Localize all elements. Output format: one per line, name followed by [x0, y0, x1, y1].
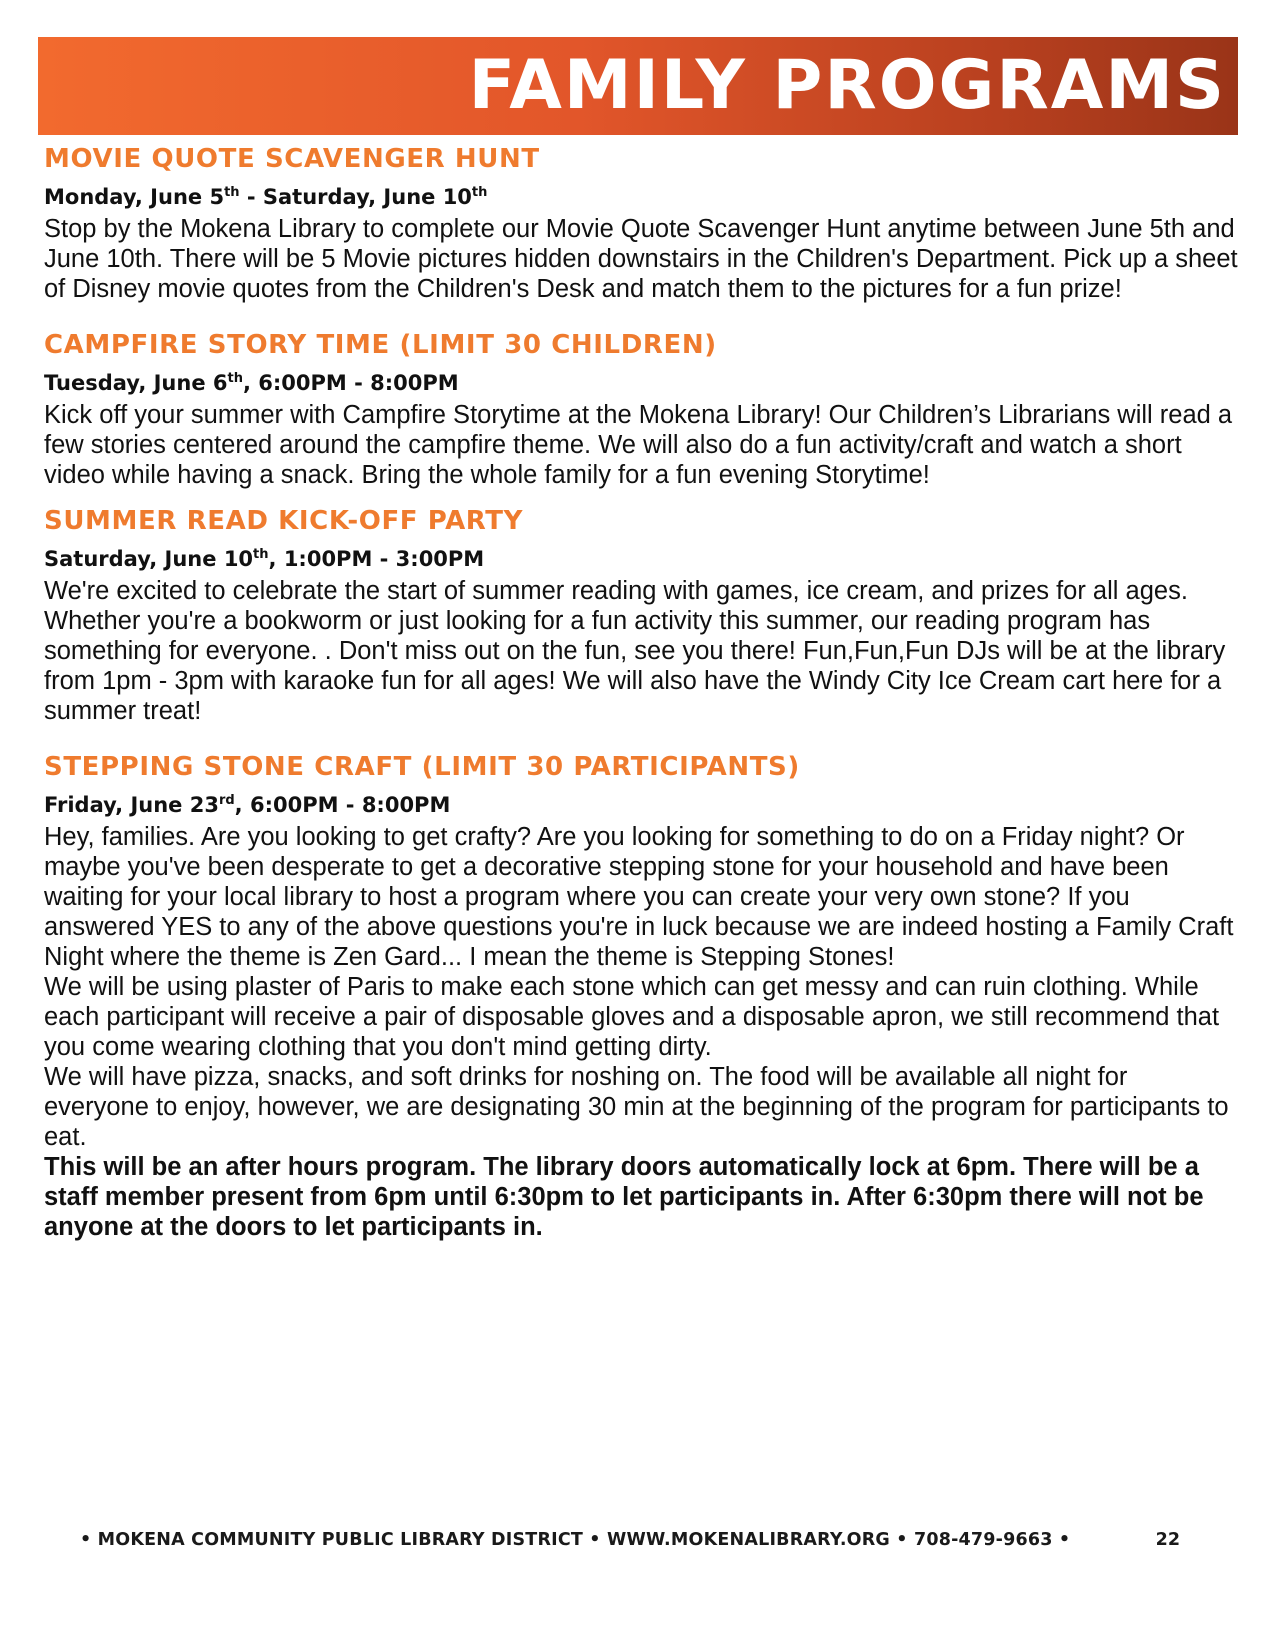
program-description: Kick off your summer with Campfire Storytime at the Mokena Library! Our Children’s Librarians will read a few stories centered around the campfire theme. We will also do a fun activity/craft and watch a short video while having a snack. Bring the whole family for a fun evening Storytime!	[44, 401, 1233, 489]
page-footer	[80, 1530, 1180, 1560]
program-description: We will have pizza, snacks, and soft drinks for noshing on. The food will be available all night for everyone to enjoy, however, we are designating 30 min at the beginning of the program for participants to eat.	[44, 1063, 1229, 1151]
program-description: We're excited to celebrate the start of summer reading with games, ice cream, and prizes for all ages. Whether you're a bookworm or just looking for a fun activity this summer, our reading program has something for everyone. . Don't miss out on the fun, see you there! Fun,Fun,Fun DJs will be at the library from 1pm - 3pm with karaoke fun for all ages! We will also have the Windy City Ice Cream cart here for a summer treat!	[44, 577, 1226, 725]
program-stepping-stone-craft	[44, 748, 1239, 1242]
page-title: FAMILY PROGRAMS	[468, 46, 1226, 125]
page-number: 22	[1155, 1530, 1180, 1550]
program-description: Hey, families. Are you looking to get crafty? Are you looking for something to do on a Friday night? Or maybe you've been desperate to get a decorative stepping stone for your household and have been waiting for your local library to host a program where you can create your very own stone? If you answered YES to any of the above questions you're in luck because we are indeed hosting a Family Craft Night where the theme is Zen Gard... I mean the theme is Stepping Stones!	[44, 823, 1234, 971]
program-notice: This will be an after hours program. The library doors automatically lock at 6pm. There will be a staff member present from 6pm until 6:30pm to let participants in. After 6:30pm there will not be anyone at the doors to let participants in.	[44, 1153, 1204, 1241]
program-movie-quote	[44, 140, 1239, 304]
footer-contact-line: • MOKENA COMMUNITY PUBLIC LIBRARY DISTRICT • WWW.MOKENALIBRARY.ORG • 708-479-9663 •	[80, 1530, 1071, 1550]
program-date: Saturday, June 10th, 1:00PM - 3:00PM	[44, 547, 485, 571]
program-list	[44, 140, 1239, 1242]
program-summer-read-party	[44, 502, 1239, 726]
program-title: STEPPING STONE CRAFT (LIMIT 30 PARTICIPANTS)	[44, 752, 800, 782]
program-campfire-story-time	[44, 326, 1239, 490]
program-description: Stop by the Mokena Library to complete our Movie Quote Scavenger Hunt anytime between June 5th and June 10th. There will be 5 Movie pictures hidden downstairs in the Children's Department. Pick up a sheet of Disney movie quotes from the Children's Desk and match them to the pictures for a fun prize!	[44, 215, 1238, 303]
program-date: Monday, June 5th - Saturday, June 10th	[44, 185, 488, 209]
program-title: SUMMER READ KICK-OFF PARTY	[44, 506, 524, 536]
program-title: MOVIE QUOTE SCAVENGER HUNT	[44, 144, 540, 174]
program-description: We will be using plaster of Paris to make each stone which can get messy and can ruin clothing. While each participant will receive a pair of disposable gloves and a disposable apron, we still recommend that you come wearing clothing that you don't mind getting dirty.	[44, 973, 1220, 1061]
program-title: CAMPFIRE STORY TIME (LIMIT 30 CHILDREN)	[44, 330, 717, 360]
program-date: Friday, June 23rd, 6:00PM - 8:00PM	[44, 793, 451, 817]
header-banner	[38, 37, 1238, 135]
program-date: Tuesday, June 6th, 6:00PM - 8:00PM	[44, 371, 459, 395]
